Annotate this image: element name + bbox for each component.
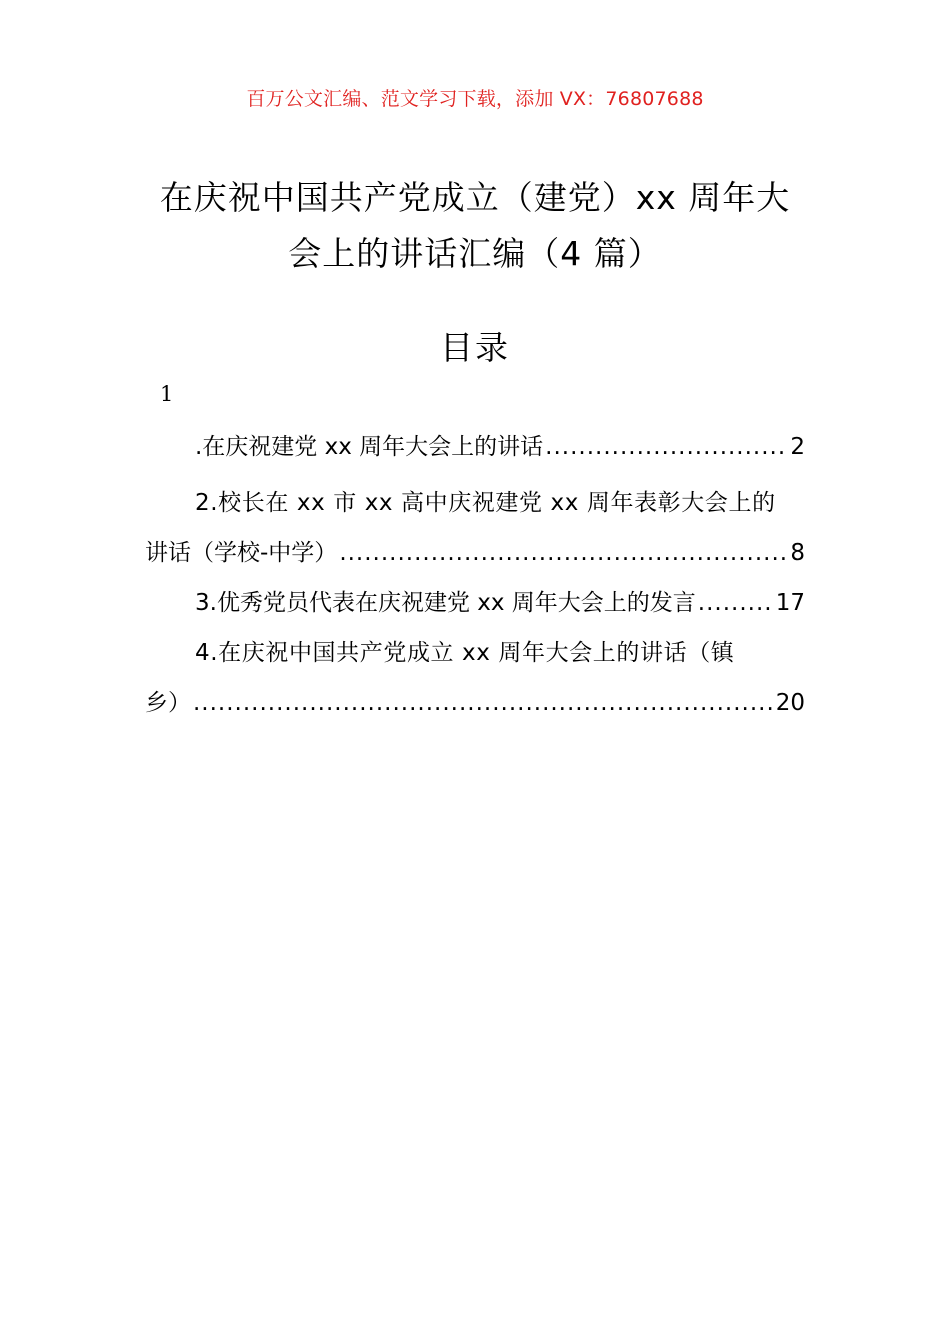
- toc-page-number: 8: [790, 540, 805, 566]
- dot-leader: [193, 678, 774, 728]
- toc-entry-text: 2.校长在 xx 市 xx 高中庆祝建党 xx 周年表彰大会上的: [195, 490, 776, 516]
- dot-leader: [545, 422, 788, 472]
- toc-page-number: 2: [790, 434, 805, 460]
- dot-leader: [698, 578, 774, 628]
- toc-entry-text: .在庆祝建党 xx 周年大会上的讲话: [195, 434, 544, 460]
- stray-number: 1: [160, 382, 174, 406]
- document-title: [140, 170, 810, 282]
- toc-entry-4-line-2[interactable]: [145, 678, 805, 728]
- toc-entry-text: 4.在庆祝中国共产党成立 xx 周年大会上的讲话（镇: [195, 640, 735, 666]
- toc-entry-text: 3.优秀党员代表在庆祝建党 xx 周年大会上的发言: [195, 590, 696, 616]
- toc-page-number: 20: [775, 690, 805, 716]
- dot-leader: [339, 528, 788, 578]
- table-of-contents: [145, 422, 805, 728]
- toc-entry-1[interactable]: [145, 422, 805, 472]
- toc-entry-text: 讲话（学校-中学）: [145, 540, 338, 566]
- toc-entry-4-line-1[interactable]: [145, 628, 805, 678]
- toc-entry-2-line-1[interactable]: [145, 478, 805, 528]
- toc-page-number: 17: [775, 590, 805, 616]
- toc-entry-3[interactable]: [145, 578, 805, 628]
- toc-entry-text: 乡）: [145, 690, 191, 716]
- title-line-1: 在庆祝中国共产党成立（建党）xx 周年大: [159, 178, 791, 217]
- header-watermark-note: 百万公文汇编、范文学习下载，添加 VX：76807688: [246, 88, 704, 110]
- toc-entry-2-line-2[interactable]: [145, 528, 805, 578]
- title-line-2: 会上的讲话汇编（4 篇）: [288, 234, 662, 273]
- toc-heading: 目录: [440, 328, 510, 367]
